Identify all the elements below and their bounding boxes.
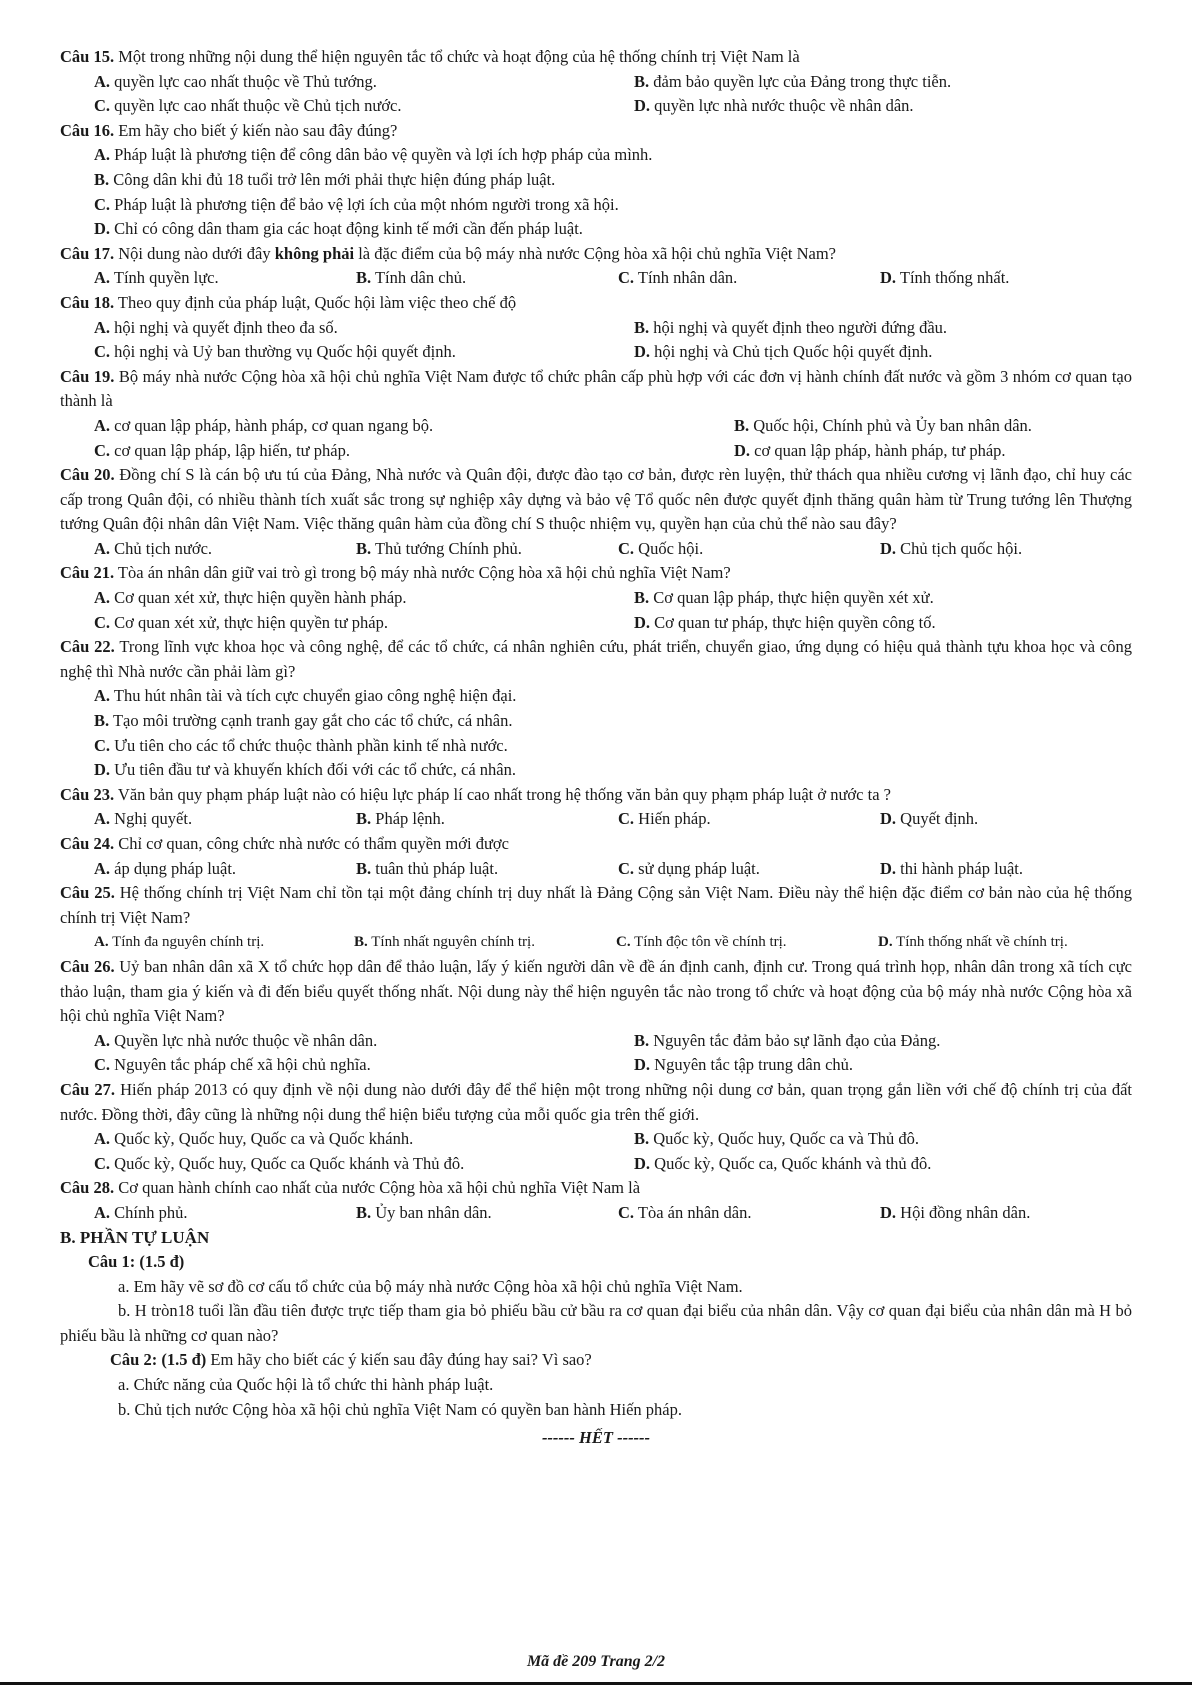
option-text: Tính dân chủ. [371,268,467,288]
question-stem [60,635,1132,684]
option-text: thi hành pháp luật. [896,858,1023,878]
option-letter: C. [94,1153,111,1173]
option-letter: C. [94,342,111,362]
question-27 [60,1078,1132,1176]
question-text: Cơ quan hành chính cao nhất của nước Cộng hòa xã hội chủ nghĩa Việt Nam là [118,1178,641,1198]
question-number: Câu 22. [60,637,115,657]
option-letter: B. [734,415,750,435]
question-text: Trong lĩnh vực khoa học và công nghệ, để các tổ chức, cá nhân nghiên cứu, phát triển, chuyển giao, ứng dụng có hiệu quả thành tựu khoa học và công nghệ thì Nhà nước cần phải làm gì? [60,637,1132,681]
question-stem [60,832,1132,857]
option-letter: D. [880,1202,897,1222]
option-list [60,316,1132,365]
option-text: cơ quan lập pháp, hành pháp, cơ quan ngang bộ. [110,415,434,435]
option-text: Pháp lệnh. [371,809,445,829]
question-21 [60,561,1132,635]
answer-option-d [634,1152,1132,1177]
option-text: Tính độc tôn về chính trị. [630,934,787,951]
option-text: hội nghị và Uỷ ban thường vụ Quốc hội quyết định. [110,342,456,362]
option-text: Công dân khi đủ 18 tuổi trở lên mới phải thực hiện đúng pháp luật. [109,169,556,189]
answer-option-c [94,94,634,119]
option-letter: C. [618,268,635,288]
option-letter: C. [94,1055,111,1075]
answer-option-a [94,143,1132,168]
answer-option-c [618,857,880,882]
question-number: Câu 21. [60,563,115,583]
option-letter: A. [94,858,111,878]
option-letter: A. [94,317,111,337]
answer-option-d [734,439,1132,464]
question-stem [60,1176,1132,1201]
question-stem [60,783,1132,808]
option-letter: A. [94,538,111,558]
question-number: Câu 16. [60,120,115,140]
option-letter: A. [94,934,109,951]
answer-option-d [880,857,1132,882]
option-letter: B. [634,1129,650,1149]
option-text: Nguyên tắc tập trung dân chủ. [650,1055,854,1075]
option-list [60,684,1132,782]
option-letter: D. [880,809,897,829]
answer-option-a [94,930,354,955]
option-letter: A. [94,415,111,435]
option-letter: D. [880,858,897,878]
option-list [60,266,1132,291]
answer-option-b [354,930,616,955]
question-number: Câu 19. [60,366,115,386]
question-stem [60,881,1132,930]
question-28 [60,1176,1132,1225]
option-text: Nguyên tắc đảm bảo sự lãnh đạo của Đảng. [649,1030,941,1050]
essay-q1-label: Câu 1: (1.5 đ) [88,1252,185,1272]
option-letter: B. [356,809,372,829]
answer-option-b [634,70,1132,95]
essay-q2 [88,1348,1132,1373]
option-text: Quốc kỳ, Quốc huy, Quốc ca và Quốc khánh. [110,1129,414,1149]
answer-option-a [94,316,634,341]
question-16 [60,119,1132,242]
answer-option-d [634,94,1132,119]
option-letter: D. [634,342,651,362]
question-25 [60,881,1132,955]
option-letter: C. [618,858,635,878]
question-stem [60,291,1132,316]
option-text: quyền lực nhà nước thuộc về nhân dân. [650,96,914,116]
option-text: hội nghị và Chủ tịch Quốc hội quyết định. [650,342,933,362]
option-letter: B. [634,317,650,337]
answer-option-c [94,1053,634,1078]
option-letter: B. [634,1030,650,1050]
question-text: Tòa án nhân dân giữ vai trò gì trong bộ máy nhà nước Cộng hòa xã hội chủ nghĩa Việt Nam? [117,563,731,583]
option-text: quyền lực cao nhất thuộc về Chủ tịch nước. [110,96,402,116]
answer-option-c [616,930,878,955]
answer-option-d [880,537,1132,562]
option-text: Hội đồng nhân dân. [896,1202,1031,1222]
option-list [60,1127,1132,1176]
option-text: Quyền lực nhà nước thuộc về nhân dân. [110,1030,378,1050]
option-text: Chỉ có công dân tham gia các hoạt động kinh tế mới cần đến pháp luật. [110,219,583,239]
answer-option-a [94,1127,634,1152]
essay-q2-a: a. Chức năng của Quốc hội là tổ chức thi hành pháp luật. [118,1375,494,1395]
answer-option-c [618,807,880,832]
option-letter: A. [94,1030,111,1050]
question-number: Câu 20. [60,465,115,485]
option-text: Quốc kỳ, Quốc huy, Quốc ca Quốc khánh và Thủ đô. [110,1153,465,1173]
question-text: Hệ thống chính trị Việt Nam chỉ tồn tại một đảng chính trị duy nhất là Đảng Cộng sản Việt Nam. Điều này thể hiện đặc điểm cơ bản nào của hệ thống chính trị Việt Nam? [60,883,1133,927]
answer-option-b [356,537,618,562]
question-stem [60,463,1132,537]
option-letter: B. [354,934,368,951]
option-text: Ưu tiên cho các tổ chức thuộc thành phần kinh tế nhà nước. [110,735,508,755]
answer-option-b [94,168,1132,193]
option-text: Cơ quan xét xử, thực hiện quyền tư pháp. [110,612,389,632]
question-stem [60,45,1132,70]
answer-option-a [94,70,634,95]
question-number: Câu 27. [60,1079,116,1099]
answer-option-c [618,266,880,291]
option-text: Pháp luật là phương tiện để bảo vệ lợi ích của một nhóm người trong xã hội. [110,194,619,214]
question-number: Câu 17. [60,243,115,263]
option-letter: C. [616,934,631,951]
option-letter: C. [94,612,111,632]
answer-option-a [94,1029,634,1054]
option-letter: D. [880,268,897,288]
question-18 [60,291,1132,365]
answer-option-d [634,611,1132,636]
answer-option-d [880,1201,1132,1226]
option-text: hội nghị và quyết định theo đa số. [110,317,338,337]
answer-option-c [94,611,634,636]
option-text: cơ quan lập pháp, hành pháp, tư pháp. [750,440,1006,460]
question-text: Uỷ ban nhân dân xã X tổ chức họp dân để thảo luận, lấy ý kiến người dân về đề án định canh, định cư. Trong quá trình họp, nhân dân trong xã tích cực thảo luận, tham gia ý kiến và đi đến biểu quyết thống nhất. Nội dung này thể hiện nguyên tắc nào trong tổ chức và hoạt động của bộ máy nhà nước Cộng hòa xã hội chủ nghĩa Việt Nam? [60,956,1132,1026]
option-text: Tính quyền lực. [110,268,219,288]
question-text: Bộ máy nhà nước Cộng hòa xã hội chủ nghĩa Việt Nam được tổ chức phân cấp phù hợp với các đơn vị hành chính đất nước và gồm 3 nhóm cơ quan tạo thành là [60,366,1132,411]
option-list [60,143,1132,241]
answer-option-d [878,930,1132,955]
option-list [60,807,1132,832]
option-letter: D. [634,1153,651,1173]
option-list [60,857,1132,882]
option-text: tuân thủ pháp luật. [371,858,499,878]
option-text: Cơ quan lập pháp, thực hiện quyền xét xử. [649,588,934,608]
answer-option-c [618,1201,880,1226]
option-list [60,70,1132,119]
question-26 [60,955,1132,1078]
option-letter: B. [356,538,372,558]
page-footer: Mã đề 209 Trang 2/2 [526,1653,666,1670]
option-letter: C. [94,735,111,755]
answer-option-a [94,414,734,439]
option-text: Tính đa nguyên chính trị. [108,934,265,951]
answer-option-c [618,537,880,562]
question-list [60,45,1132,1226]
question-number: Câu 18. [60,292,115,312]
option-text: sử dụng pháp luật. [634,858,760,878]
essay-question-1 [60,1250,1132,1422]
option-text: Tòa án nhân dân. [634,1202,752,1222]
option-letter: A. [94,588,111,608]
option-letter: C. [94,440,111,460]
option-text: Quốc hội. [634,538,704,558]
essay-q2-label: Câu 2: (1.5 đ) [110,1350,207,1370]
option-letter: B. [356,1202,372,1222]
answer-option-d [880,266,1132,291]
question-15 [60,45,1132,119]
option-list [60,414,1132,463]
option-text: Tính thống nhất về chính trị. [892,934,1068,951]
option-letter: D. [634,612,651,632]
option-letter: A. [94,1202,111,1222]
question-emphasis: không phải [274,243,355,263]
option-letter: D. [880,538,897,558]
answer-option-a [94,857,356,882]
option-letter: C. [618,538,635,558]
answer-option-c [94,340,634,365]
question-number: Câu 24. [60,834,115,853]
option-letter: A. [94,809,111,829]
question-number: Câu 25. [60,883,115,903]
option-text: Ưu tiên đầu tư và khuyến khích đối với các tổ chức, cá nhân. [110,760,517,780]
question-stem [60,1078,1132,1127]
answer-option-b [356,807,618,832]
question-17 [60,242,1132,291]
option-text: Nguyên tắc pháp chế xã hội chủ nghĩa. [110,1055,371,1075]
option-letter: B. [356,268,372,288]
option-letter: C. [618,1202,635,1222]
option-text: Thu hút nhân tài và tích cực chuyển giao công nghệ hiện đại. [110,686,517,706]
option-text: Quốc hội, Chính phủ và Ủy ban nhân dân. [749,415,1032,435]
question-text: là đặc điểm của bộ máy nhà nước Cộng hòa xã hội chủ nghĩa Việt Nam? [354,243,836,263]
answer-option-a [94,1201,356,1226]
essay-q1-a: a. Em hãy vẽ sơ đồ cơ cấu tổ chức của bộ máy nhà nước Cộng hòa xã hội chủ nghĩa Việt Nam. [118,1276,743,1296]
option-letter: D. [94,219,111,239]
option-list [60,1029,1132,1078]
question-number: Câu 15. [60,47,115,66]
option-text: Quốc kỳ, Quốc huy, Quốc ca và Thủ đô. [649,1129,920,1149]
option-text: Thủ tướng Chính phủ. [371,538,522,558]
question-text: Văn bản quy phạm pháp luật nào có hiệu lực pháp lí cao nhất trong hệ thống văn bản quy phạm pháp luật ở nước ta ? [117,784,891,804]
option-letter: C. [94,96,111,116]
answer-option-a [94,266,356,291]
option-letter: A. [94,686,111,706]
option-letter: D. [94,760,111,780]
option-text: Tính nhất nguyên chính trị. [367,934,535,951]
option-text: Tính thống nhất. [896,268,1010,288]
answer-option-c [94,1152,634,1177]
question-number: Câu 23. [60,784,115,804]
answer-option-a [94,684,1132,709]
answer-option-d [94,217,1132,242]
option-text: đảm bảo quyền lực của Đảng trong thực tiễn. [649,71,952,91]
option-text: Chủ tịch nước. [110,538,213,558]
answer-option-b [634,1127,1132,1152]
question-stem [60,955,1132,1029]
option-letter: A. [94,145,111,165]
option-text: Quyết định. [896,809,979,829]
essay-q2-b: b. Chủ tịch nước Cộng hòa xã hội chủ nghĩa Việt Nam có quyền ban hành Hiến pháp. [118,1399,682,1419]
answer-option-b [634,586,1132,611]
option-letter: D. [634,1055,651,1075]
option-text: Tạo môi trường cạnh tranh gay gắt cho các tổ chức, cá nhân. [109,711,513,731]
option-text: Ủy ban nhân dân. [371,1202,492,1222]
essay-q1-b: b. H tròn18 tuổi lần đầu tiên được trực tiếp tham gia bỏ phiếu bầu cử bầu ra cơ quan đại biểu của nhân dân. Vậy cơ quan đại biểu của nhân dân mà H bỏ phiếu bầu là những cơ quan nào? [60,1301,1132,1345]
answer-option-b [634,1029,1132,1054]
answer-option-b [94,709,1132,734]
option-text: Hiến pháp. [634,809,711,829]
answer-option-a [94,807,356,832]
option-text: cơ quan lập pháp, lập hiến, tư pháp. [110,440,350,460]
end-mark: ------ HẾT ------ [541,1428,651,1448]
answer-option-b [634,316,1132,341]
answer-option-b [734,414,1132,439]
option-text: Cơ quan xét xử, thực hiện quyền hành pháp. [110,588,407,608]
essay-title: B. PHẦN TỰ LUẬN [60,1227,210,1247]
option-text: Tính nhân dân. [634,268,738,288]
option-letter: D. [634,96,651,116]
option-letter: A. [94,71,111,91]
option-text: áp dụng pháp luật. [110,858,237,878]
option-list [60,586,1132,635]
answer-option-d [634,1053,1132,1078]
question-stem [60,365,1132,414]
essay-section [60,1226,1132,1423]
question-text: Em hãy cho biết ý kiến nào sau đây đúng? [118,120,398,140]
question-number: Câu 28. [60,1178,115,1198]
question-20 [60,463,1132,561]
question-stem [60,242,1132,267]
option-text: Pháp luật là phương tiện để công dân bảo vệ quyền và lợi ích hợp pháp của mình. [110,145,653,165]
option-letter: B. [94,711,110,731]
option-letter: D. [878,934,893,951]
option-list [60,537,1132,562]
answer-option-c [94,439,734,464]
essay-q2-text: Em hãy cho biết các ý kiến sau đây đúng hay sai? Vì sao? [206,1350,592,1370]
question-number: Câu 26. [60,956,115,976]
answer-option-b [356,266,618,291]
option-text: Chính phủ. [110,1202,188,1222]
option-letter: A. [94,268,111,288]
option-list [60,1201,1132,1226]
option-letter: B. [94,169,110,189]
option-text: hội nghị và quyết định theo người đứng đầu. [649,317,948,337]
question-text: Nội dung nào dưới đây [118,243,275,263]
question-19 [60,365,1132,463]
option-text: Quốc kỳ, Quốc ca, Quốc khánh và thủ đô. [650,1153,932,1173]
answer-option-d [880,807,1132,832]
option-letter: B. [634,71,650,91]
question-text: Theo quy định của pháp luật, Quốc hội làm việc theo chế độ [117,292,517,312]
question-23 [60,783,1132,832]
option-text: Cơ quan tư pháp, thực hiện quyền công tố. [650,612,936,632]
answer-option-b [356,857,618,882]
answer-option-a [94,586,634,611]
option-letter: B. [634,588,650,608]
option-text: Chủ tịch quốc hội. [896,538,1023,558]
question-22 [60,635,1132,783]
answer-option-a [94,537,356,562]
question-text: Một trong những nội dung thể hiện nguyên tắc tổ chức và hoạt động của hệ thống chính trị Việt Nam là [118,47,800,66]
answer-option-c [94,734,1132,759]
option-letter: C. [618,809,635,829]
question-text: Đồng chí S là cán bộ ưu tú của Đảng, Nhà nước và Quân đội, được đào tạo cơ bản, được rèn luyện, thử thách qua nhiều cương vị lãnh đạo, chỉ huy các cấp trong Quân đội, có nhiều thành tích xuất sắc trong sự nghiệp xây dựng và bảo vệ Tổ quốc nên được quyết định thăng quân hàm từ Trung tướng lên Thượng tướng Quân đội nhân dân Việt Nam. Việc thăng quân hàm của đồng chí S thuộc nhiệm vụ, quyền hạn của chủ thể nào sau đây? [60,465,1132,534]
option-letter: D. [734,440,751,460]
question-stem [60,561,1132,586]
answer-option-d [94,758,1132,783]
option-letter: B. [356,858,372,878]
option-text: Nghị quyết. [110,809,193,829]
answer-option-c [94,193,1132,218]
answer-option-d [634,340,1132,365]
option-letter: C. [94,194,111,214]
option-list [60,930,1132,955]
option-text: quyền lực cao nhất thuộc về Thủ tướng. [110,71,377,91]
question-stem [60,119,1132,144]
question-text: Hiến pháp 2013 có quy định về nội dung nào dưới đây để thể hiện một trong những nội dung cơ bản, quan trọng gắn liền với chế độ chính trị của đất nước. Đồng thời, đây cũng là những nội dung thể hiện biểu tượng của mỗi quốc gia trên thế giới. [60,1079,1133,1124]
question-24 [60,832,1132,881]
question-text: Chỉ cơ quan, công chức nhà nước có thẩm quyền mới được [118,834,509,853]
option-letter: A. [94,1129,111,1149]
answer-option-b [356,1201,618,1226]
